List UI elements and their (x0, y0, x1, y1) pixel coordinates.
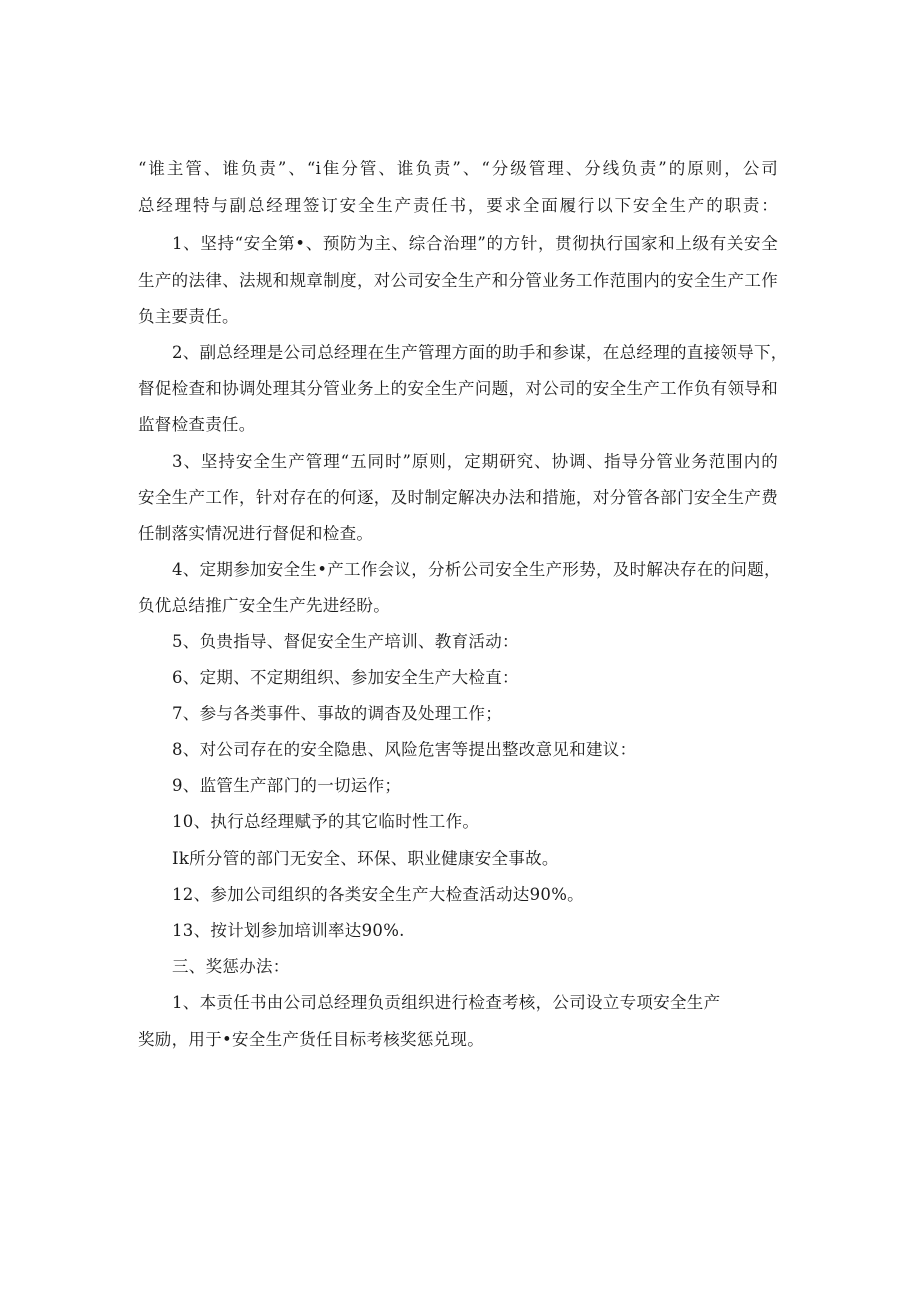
item-3-line-1: 3、坚持安全生产管理“五同时”原则，定期研究、协调、指导分管业务范围内的 (172, 452, 778, 471)
text-line-2: 总经理特与副总经理签订安全生产责任书，要求全面履行以下安全生产的职责： (138, 196, 778, 215)
item-2-line-2: 督促检查和协调处理其分管业务上的安全生产问题，对公司的安全生产工作负有领导和 (138, 379, 778, 398)
item-1-line-1: 1、坚持“安全第•、预防为主、综合治理”的方针，贯彻执行国家和上级有关安全 (172, 234, 778, 253)
rewards-item-1-line-2: 奖励，用于•安全生产货任目标考核奖惩兑现。 (138, 1030, 485, 1049)
item-3-line-2: 安全生产工作，针对存在的何逐，及时制定解决办法和措施，对分管各部门安全生产费 (138, 488, 778, 507)
item-4-line-2: 负优总结推广安全生产先进经盼。 (138, 596, 390, 615)
item-3-line-3: 任制落实情况进行督促和检查。 (138, 524, 374, 543)
item-1-line-2: 生产的法律、法规和规章制度，对公司安全生产和分管业务工作范围内的安全生产工作 (138, 271, 778, 290)
item-11: Ik所分管的部门无安全、环保、职业健康安全事故。 (172, 849, 559, 868)
item-8: 8、对公司存在的安全隐患、风险危害等提出整改意见和建议： (172, 740, 637, 759)
item-1-line-3: 负主要责任。 (138, 307, 239, 326)
item-7: 7、参与各类事件、事故的调杳及处理工作； (172, 704, 502, 723)
section-heading-rewards: 三、奖惩办法： (172, 957, 290, 976)
item-2-line-3: 监督检查责任。 (138, 415, 256, 434)
item-5: 5、负贵指导、督促安全生产培训、教育活动： (172, 632, 519, 651)
item-4-line-1: 4、定期参加安全生•产工作会议，分析公司安全生产形势，及时解决存在的问题， (172, 560, 781, 579)
item-12: 12、参加公司组织的各类安全生产大检查活动达90%。 (172, 885, 584, 904)
text-line-1: “谁主管、谁负责”、“i隹分管、谁负责”、“分级管理、分线负责”的原则，公司 (138, 159, 778, 178)
rewards-item-1-line-1: 1、本贡任书由公司总经理负贡组织进行检查考核，公司设立专项安全生产 (172, 993, 721, 1012)
item-6: 6、定期、不定期组织、参加安全生产大检直： (172, 668, 519, 687)
item-13: 13、按计划参加培训率达90%. (172, 921, 405, 940)
item-10: 10、执行总经理赋予的其它临时性工作。 (172, 812, 480, 831)
item-9: 9、监管生产部门的一切运作； (172, 776, 402, 795)
item-2-line-1: 2、副总经理是公司总经理在生产管理方面的助手和参谋，在总经理的直接领导下， (172, 343, 788, 362)
